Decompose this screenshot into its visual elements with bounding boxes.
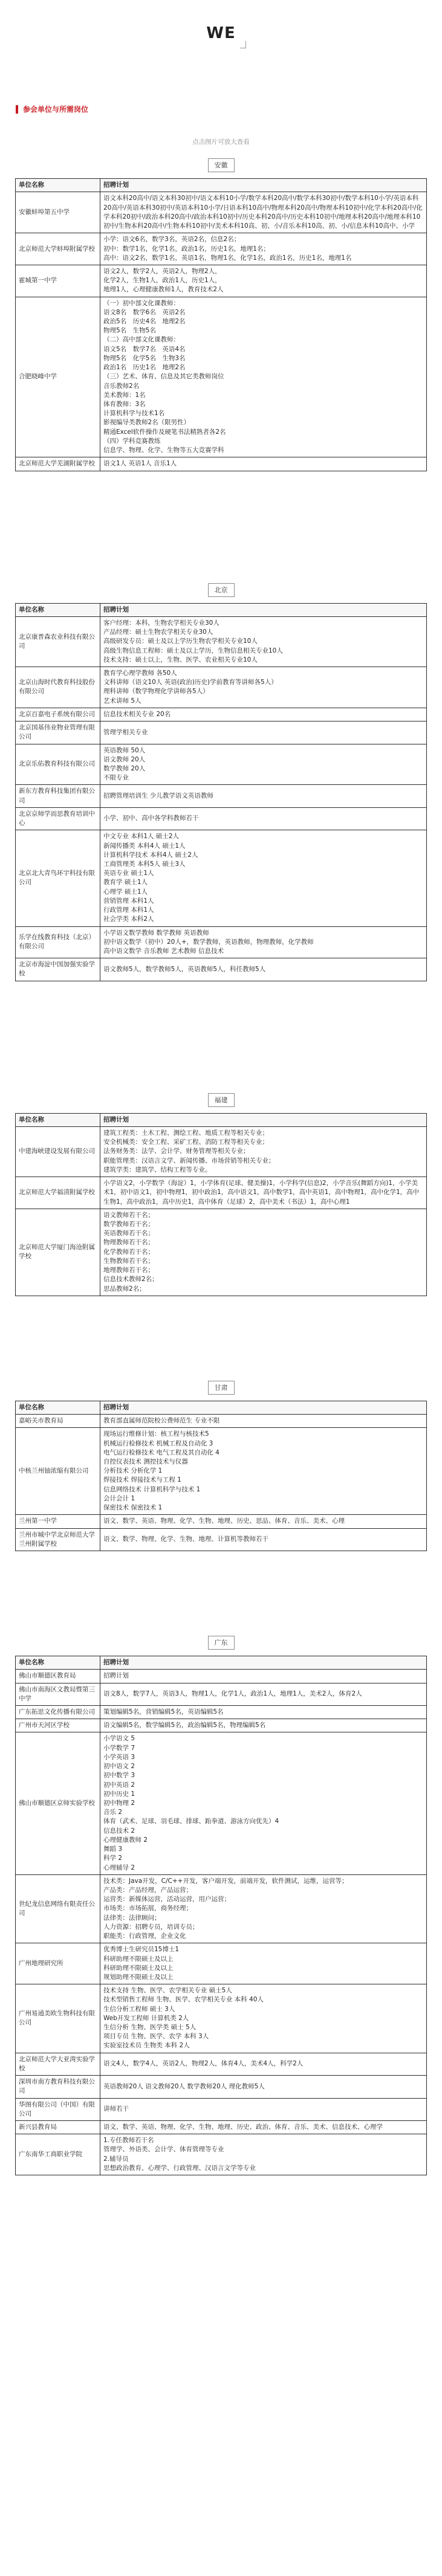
plan-line: 产品经理：硕士生物农学相关专业30人 [103, 628, 213, 636]
unit-name: 新东方教育科技集团有限公司 [16, 785, 100, 807]
recruit-plan [100, 233, 427, 265]
plan-line: 运营类：新媒体运营，活动运营，用户运营； [103, 1896, 230, 1903]
plan-line: 2.辅导员 [103, 2155, 129, 2163]
plan-line: 语文、数学、英语、物理、化学、生物、地理、历史、思品、体育、音乐、美术、心理 [103, 1517, 345, 1525]
plan-line: 中文专业 本科1人 硕士2人 [103, 833, 180, 841]
plan-line: 心理学 硕士1人 [103, 888, 148, 896]
unit-name: 中核兰州铀浓缩有限公司 [16, 1428, 100, 1515]
table-row [16, 1683, 427, 1705]
plan-line: 管理学相关专业 [103, 728, 148, 736]
table-row [16, 297, 427, 457]
recruit-plan [100, 1515, 427, 1528]
recruit-plan [100, 1127, 427, 1177]
plan-line: 精通Excel软件操作及硬笔书法精熟者各2名 [103, 428, 226, 436]
header-unit-name: 单位名称 [16, 179, 100, 192]
recruitment-table [15, 603, 427, 981]
unit-name: 北京师范大学厦门海沧附属学校 [16, 1209, 100, 1296]
plan-line: 工商管理类 本科5人 硕士3人 [103, 860, 186, 868]
plan-line: 语文4人，数学4人，英语2人，物理2人，体育4人，美术4人，科学2人 [103, 2060, 304, 2068]
recruit-plan [100, 1943, 427, 1984]
unit-name: 北京京师学而思教育培训中心 [16, 807, 100, 830]
plan-line: 语文8人，数学7人，英语3人，物理1人，化学1人，政治1人，地理1人，美术2人，体育2人 [103, 1690, 362, 1698]
header-recruit-plan: 招聘计划 [100, 603, 427, 616]
plan-line: 焊接技术 焊接技术与工程 1 [103, 1476, 181, 1484]
table-row [16, 1670, 427, 1683]
plan-line: 小学、初中、高中各学科教师若干 [103, 815, 199, 822]
plan-line: 信息技术相关专业 20名 [103, 710, 171, 718]
plan-line: 技术支持 生物、医学、农学相关专业 硕士5人 [103, 1987, 232, 1995]
table-row [16, 1209, 427, 1296]
region-label-wrap [0, 1093, 442, 1107]
plan-line: 化学教师若干名； [103, 1248, 154, 1256]
table-row [16, 1706, 427, 1719]
plan-line: 机械运行检修技术 机械工程及自动化 3 [103, 1439, 213, 1447]
table-row [16, 1177, 427, 1209]
recruit-plan [100, 2121, 427, 2134]
table-row [16, 192, 427, 233]
recruit-plan [100, 926, 427, 958]
unit-name: 中建海峡建设发展有限公司 [16, 1127, 100, 1177]
plan-line: 讲师若干 [103, 2105, 129, 2113]
plan-line: 营销管理 本科1人 [103, 897, 154, 905]
plan-line: 语文教师若干名； [103, 1211, 154, 1219]
header-unit-name: 单位名称 [16, 603, 100, 616]
plan-line: 英语专业 硕士1人 [103, 870, 154, 877]
unit-name: 北京百嘉电子系统有限公司 [16, 708, 100, 721]
plan-line: 初中历史 1 [103, 1790, 135, 1798]
header-recruit-plan: 招聘计划 [100, 179, 427, 192]
table-header-row [16, 1401, 427, 1414]
plan-line: 体育（武术、足球、羽毛球、排球、跆拳道、游泳方向优先）4 [103, 1818, 279, 1825]
region-label: 北京 [208, 583, 235, 597]
recruit-plan [100, 192, 427, 233]
plan-line: 建筑工程类：土木工程、测绘工程、地质工程等相关专业； [103, 1129, 268, 1137]
table-header-row [16, 1113, 427, 1126]
unit-name: 广州地理研究所 [16, 1943, 100, 1984]
recruit-plan [100, 265, 427, 297]
header-unit-name: 单位名称 [16, 1401, 100, 1414]
plan-line: 建筑学类：建筑学、结构工程等专业。 [103, 1166, 212, 1173]
recruit-plan [100, 1874, 427, 1943]
recruit-plan [100, 785, 427, 807]
plan-line: 语文、数学、物理、化学、生物、地理、计算机等教师若干 [103, 1535, 268, 1543]
plan-line: 语文2人，数学2人，英语2人，物理2人， [103, 267, 221, 275]
region-label-wrap [0, 158, 442, 172]
plan-line: 职能类：行政管理，企业文化 [103, 1932, 186, 1940]
unit-name: 兰州第一中学 [16, 1515, 100, 1528]
zoom-hint: 点击图片可放大查看 [192, 138, 250, 146]
plan-line: 初中语文 2 [103, 1763, 135, 1771]
unit-name: 嘉峪关市教育局 [16, 1415, 100, 1428]
plan-line: 语文本科20高中/语文本科30初中/语文本科10小学/数学本科20高中/数学本科30初中/数学本科10小学/英语本科20高中/英语本科30初中/英语本科10小学/日语本科10高中/物理本科20高中/物理本科10初中/化学本科20高中/化学本科20初中/政治本科20高中/政治本科10初中/历史本科20高中/历史本科10初中/地理本科20高中/地理本科10初中/生物本科20高中/生物本科10初中/美术本科10高、初、小/音乐本科10高、初、小/信息本科10高中、小学 [103, 195, 423, 230]
plan-line: 科研助理不限硕士及以上 [103, 1955, 174, 1963]
recruit-plan [100, 1177, 427, 1209]
plan-line: 职能管理类：汉语言文学、新闻传播、市场营销等相关专业； [103, 1157, 275, 1164]
plan-line: 信息技术教师2名； [103, 1276, 158, 1283]
plan-line: 心理健康教师 2 [103, 1836, 148, 1844]
table-row [16, 1515, 427, 1528]
plan-line: 语文8名 数学6名 英语2名 [103, 308, 186, 316]
plan-line: 管理学、外语类、会计学、体育管理等专业 [103, 2146, 224, 2154]
plan-line: 保密技术 保密技术 1 [103, 1504, 163, 1512]
unit-name: 北京乐佑教育科技有限公司 [16, 744, 100, 785]
region-label-wrap [0, 583, 442, 597]
header-recruit-plan: 招聘计划 [100, 1656, 427, 1670]
plan-line: 技术型销售工程师 生物、医学、农学相关专业 本科 40人 [103, 1996, 264, 2004]
recruit-plan [100, 457, 427, 471]
recruit-plan [100, 744, 427, 785]
table-row [16, 744, 427, 785]
unit-name: 广东拓思文化传播有限公司 [16, 1706, 100, 1719]
table-row [16, 1943, 427, 1984]
unit-name: 北京国基伟业物业管理有限公司 [16, 721, 100, 744]
plan-line: 英语教师 50人 [103, 746, 146, 754]
section-spacer [0, 2175, 442, 2218]
table-row [16, 1528, 427, 1551]
plan-line: 产品类：产品经理，产品运营； [103, 1886, 192, 1894]
plan-line: 客户经理：本科，生物农学相关专业30人 [103, 619, 219, 627]
plan-line: 语文、数学、英语、物理、化学、生物、地理、历史、政治、体育、音乐、美术、信息技术、心理学 [103, 2123, 383, 2131]
recruit-plan [100, 1683, 427, 1705]
plan-line: 信息学、物理、化学、生物等五大竞赛学科 [103, 447, 224, 454]
plan-line: 分析技术 分析化学 1 [103, 1467, 163, 1475]
plan-line: 法务财务类：法学、会计学、财务管理等相关专业； [103, 1148, 250, 1155]
plan-line: 政治5名 历史4名 地理2名 [103, 318, 186, 326]
plan-line: 会计会计 1 [103, 1494, 135, 1502]
plan-line: 技术支持：硕士以上，生物、医学、农业相关专业10人 [103, 656, 258, 663]
table-row [16, 1732, 427, 1874]
header-unit-name: 单位名称 [16, 1656, 100, 1670]
plan-line: 艺术讲师 5人 [103, 697, 141, 705]
table-row [16, 2134, 427, 2175]
plan-line: 高中语文数学 音乐教师 艺术教师 信息技术 [103, 947, 224, 955]
recruit-plan [100, 1706, 427, 1719]
recruit-plan [100, 2076, 427, 2098]
plan-line: 高级研发专员：硕士及以上学历生物农学相关专业10人 [103, 638, 258, 645]
unit-name: 兰州市城中学北京师范大学兰州附属学校 [16, 1528, 100, 1551]
recruitment-table [15, 1113, 427, 1296]
plan-line: 语文编辑5名，数学编辑5名，政治编辑5名，物理编辑5名 [103, 1722, 266, 1729]
plan-line: 文科讲师（语文10人 英语(政治)历史)学前教育等讲师各5人） [103, 679, 278, 686]
plan-line: 招聘管理培训生 少儿教学语文英语教师 [103, 792, 213, 800]
region-label: 甘肃 [208, 1381, 235, 1395]
plan-line: 1.专任教师若干名 [103, 2137, 154, 2145]
recruit-plan [100, 830, 427, 926]
plan-line: 高中：语文2名，数学1名，英语1名，物理1名，化学1名，政治1名，历史1名，地理1名 [103, 254, 352, 262]
region-block [0, 158, 442, 571]
header-recruit-plan: 招聘计划 [100, 1401, 427, 1414]
regions-container [0, 158, 442, 2218]
table-row [16, 830, 427, 926]
unit-name: 北京市海淀中国加强实验学校 [16, 958, 100, 981]
region-label: 广东 [208, 1636, 235, 1650]
table-row [16, 667, 427, 708]
plan-line: 社会学类 本科2人 [103, 915, 154, 923]
table-row [16, 2098, 427, 2120]
table-row [16, 926, 427, 958]
unit-name: 佛山市顺德区教育局 [16, 1670, 100, 1683]
unit-name: 新兴县教育局 [16, 2121, 100, 2134]
plan-line: 安全机械类：安全工程、采矿工程、消防工程等相关专业； [103, 1138, 268, 1146]
plan-line: 教育学心理学教师 各50人 [103, 670, 177, 677]
unit-name: 北京山海时代教育科技股份有限公司 [16, 667, 100, 708]
plan-line: 招聘计划 [103, 1672, 129, 1680]
plan-line: 小学英语 3 [103, 1753, 135, 1761]
plan-line: 心理辅导 2 [103, 1864, 135, 1871]
logo-corner-mark [240, 41, 246, 48]
plan-line: 地理教师若干名； [103, 1267, 154, 1274]
plan-line: 思品教师2名； [103, 1285, 146, 1293]
plan-line: 高级生物信息工程师：硕士及以上学历，生物信息相关专业10人 [103, 647, 283, 654]
plan-line: 政治1名 历史1名 地理2名 [103, 364, 186, 372]
plan-line: 初中数学 3 [103, 1772, 135, 1780]
article-page [0, 16, 442, 2242]
table-header-row [16, 1656, 427, 1670]
plan-line: （二）高中部文化课教师： [103, 336, 180, 344]
header-recruit-plan: 招聘计划 [100, 1113, 427, 1126]
unit-name: 佛山市南海区文教局暨第三中学 [16, 1683, 100, 1705]
plan-line: 新闻传播类 本科4人 硕士1人 [103, 842, 186, 850]
plan-line: 英语教师20人 语文教师20人 数学教师20人 理化教师5人 [103, 2082, 265, 2090]
plan-line: 小学语文2，小学数学（海淀）1，小学体育(足球、健美操)1，小学科学(信息)2，小学音乐(舞蹈方向)1，小学美术1，初中语文1，初中物理1，初中政治1，高中语文1，高中数学1，高中英语1，高中物理1，高中化学1，高中生物1，高中政治1，高中历史1，高中体育（足球）2，高中美术（书法）1，高中心理1 [103, 1180, 420, 1206]
unit-name: 广州易通美欧生物科技有限公司 [16, 1984, 100, 2053]
recruit-plan [100, 721, 427, 744]
unit-name: 深圳市南方教育科技有限公司 [16, 2076, 100, 2098]
recruit-plan [100, 1719, 427, 1732]
section-title: 参会单位与所需岗位 [23, 105, 89, 114]
plan-line: 行政管理 本科1人 [103, 906, 154, 914]
table-row [16, 958, 427, 981]
table-header-row [16, 603, 427, 616]
plan-line: 语文1人 英语1人 音乐1人 [103, 460, 177, 468]
table-row [16, 1874, 427, 1943]
recruit-plan [100, 1984, 427, 2053]
recruit-plan [100, 1528, 427, 1551]
region-block [0, 1381, 442, 1624]
recruit-plan [100, 1732, 427, 1874]
table-row [16, 2121, 427, 2134]
unit-name: 北京康普森农业科技有限公司 [16, 616, 100, 667]
logo-text: WE [206, 24, 236, 42]
section-spacer [0, 471, 442, 571]
plan-line: 初中物理 2 [103, 1800, 135, 1807]
plan-line: 项目专员 生物、医学、农学 本科 3人 [103, 2033, 209, 2041]
plan-line: 计算机科学技术 本科4人 硕士2人 [103, 851, 198, 859]
plan-line: 技术类：Java开发，C/C++开发，客户端开发，前端开发，软件测试，运维，运营等； [103, 1877, 348, 1885]
plan-line: 物理5名 化学5名 生物3名 [103, 354, 186, 362]
region-label: 安徽 [208, 158, 235, 172]
plan-line: 语文教师5人，数学教师5人，英语教师5人，科任教师5人 [103, 965, 266, 973]
region-label: 福建 [208, 1093, 235, 1107]
recruitment-table [15, 1401, 427, 1551]
unit-name: 广州市天河区学校 [16, 1719, 100, 1732]
plan-line: 美术教师：1名 [103, 391, 146, 399]
recruit-plan [100, 1670, 427, 1683]
table-row [16, 233, 427, 265]
unit-name: 世纪龙信息网络有限责任公司 [16, 1874, 100, 1943]
header-unit-name: 单位名称 [16, 1113, 100, 1126]
plan-line: 理科讲师（数学物理化学讲师各5人） [103, 688, 209, 696]
table-row [16, 2076, 427, 2098]
table-row [16, 616, 427, 667]
plan-line: 信息技术 2 [103, 1827, 135, 1835]
section-spacer [0, 981, 442, 1081]
unit-name: 广东南华工商职业学院 [16, 2134, 100, 2175]
plan-line: 思想政治教育、心理学、行政管理、汉语言文学等专业 [103, 2164, 256, 2172]
table-row [16, 1984, 427, 2053]
plan-line: 科学 2 [103, 1855, 123, 1862]
recruit-plan [100, 807, 427, 830]
unit-name: 佛山市顺德区京师实验学校 [16, 1732, 100, 1874]
recruitment-table [15, 1656, 427, 2175]
plan-line: 数学教师 20人 [103, 765, 146, 772]
table-row [16, 785, 427, 807]
plan-line: （三）艺术、体育、信息及其它类教师岗位 [103, 373, 224, 381]
table-row [16, 807, 427, 830]
recruit-plan [100, 297, 427, 457]
plan-line: 法律类：法律顾问； [103, 1914, 161, 1922]
recruit-plan [100, 958, 427, 981]
section-accent-bar [16, 105, 18, 114]
unit-name: 北京北大青鸟环宇科技有限公司 [16, 830, 100, 926]
recruit-plan [100, 667, 427, 708]
unit-name: 合肥晓峰中学 [16, 297, 100, 457]
region-block [0, 583, 442, 1081]
table-row [16, 457, 427, 471]
plan-line: 科研助理不限硕士及以上 [103, 1964, 174, 1972]
section-spacer [0, 1551, 442, 1624]
plan-line: 语文教师 20人 [103, 755, 146, 763]
recruit-plan [100, 1415, 427, 1428]
recruit-plan [100, 1428, 427, 1515]
plan-line: 英语教师若干名； [103, 1230, 154, 1238]
plan-line: 化学2人，生物1人，政治1人，历史1人， [103, 277, 221, 285]
recruit-plan [100, 708, 427, 721]
plan-line: 计算机科学与技术1名 [103, 410, 165, 418]
plan-line: 音乐教师2名 [103, 382, 140, 390]
region-block [0, 1636, 442, 2218]
table-row [16, 708, 427, 721]
logo [200, 16, 242, 51]
recruit-plan [100, 616, 427, 667]
plan-line: 音乐 2 [103, 1809, 123, 1816]
plan-line: 优秀博士生研究员15博士1 [103, 1946, 180, 1954]
plan-line: 生信分析 生物、医学类 硕士 5人 [103, 2024, 197, 2032]
recruit-plan [100, 2053, 427, 2075]
unit-name: 北京师范大学蚌埠附属学校 [16, 233, 100, 265]
plan-line: 物理5名 生物5名 [103, 327, 156, 335]
plan-line: 实验室技术员 生物类 本科 2人 [103, 2042, 190, 2050]
plan-line: 不限专业 [103, 774, 129, 782]
plan-line: 教育部直属师范院校公费师范生 专业不限 [103, 1417, 220, 1425]
plan-line: 初中：数学1名，化学1名，政治1名，历史1名，地理1名； [103, 245, 270, 253]
plan-line: 教育学 硕士1人 [103, 879, 148, 886]
plan-line: 小学：语文6名，数学3名，英语2名，信息2名； [103, 236, 241, 244]
region-block [0, 1093, 442, 1369]
recruit-plan [100, 2098, 427, 2120]
unit-name: 安徽蚌埠第五中学 [16, 192, 100, 233]
plan-line: 小学语文 5 [103, 1735, 135, 1743]
recruit-plan [100, 2134, 427, 2175]
section-spacer [0, 1296, 442, 1369]
plan-line: 现场运行维修计划：核工程与核技术5 [103, 1430, 209, 1438]
plan-line: 信息网络技术 计算机科学与技术 1 [103, 1485, 201, 1493]
plan-line: 语文5名 数学7名 英语4名 [103, 345, 186, 353]
plan-line: 物理教师若干名； [103, 1239, 154, 1247]
table-row [16, 1127, 427, 1177]
region-label-wrap [0, 1381, 442, 1395]
table-row [16, 2053, 427, 2075]
plan-line: 初中英语 2 [103, 1781, 135, 1789]
plan-line: 生物教师若干名； [103, 1257, 154, 1265]
unit-name: 北京师范大学芜湖附属学校 [16, 457, 100, 471]
plan-line: 策划编辑5名，营销编辑5名，英语编辑5名 [103, 1708, 224, 1716]
unit-name: 华图有限公司（中国）有限公司 [16, 2098, 100, 2120]
plan-line: 电气运行检修技术 电气工程及其自动化 4 [103, 1448, 219, 1456]
recruitment-table [15, 178, 427, 471]
plan-line: 规划助理不限硕士及以上 [103, 1973, 174, 1981]
unit-name: 霍城第一中学 [16, 265, 100, 297]
unit-name: 北京师范大学福清附属学校 [16, 1177, 100, 1209]
section-header [16, 104, 426, 114]
plan-line: 初中语文数学（初中）20人+，数学教师，英语教师，物理教师，化学教师 [103, 938, 314, 946]
recruit-plan [100, 1209, 427, 1296]
plan-line: 生信分析工程师 硕士 3人 [103, 2005, 175, 2013]
plan-line: 市场类：市场拓展，商务经理； [103, 1905, 192, 1913]
plan-line: 数学教师若干名； [103, 1220, 154, 1228]
table-row [16, 265, 427, 297]
unit-name: 乐学在线教育科技（北京）有限公司 [16, 926, 100, 958]
plan-line: 舞蹈 3 [103, 1845, 123, 1853]
plan-line: 体育教师：3名 [103, 401, 146, 408]
plan-line: 地理1人，心理健康教师1人，教育技术2人 [103, 286, 224, 294]
plan-line: 自控仪表技术 测控技术与仪器 [103, 1458, 188, 1465]
plan-line: （一）初中部文化课教师： [103, 299, 180, 307]
plan-line: 人力资源：招聘专员，培训专员； [103, 1923, 199, 1931]
table-header-row [16, 179, 427, 192]
plan-line: 小学数学 7 [103, 1744, 135, 1752]
table-row [16, 721, 427, 744]
plan-line: 影视编导类教师2名（限男性） [103, 419, 190, 427]
plan-line: 小学语文数学教师 数学教师 英语教师 [103, 929, 209, 937]
unit-name: 北京师范大学大亚湾实验学校 [16, 2053, 100, 2075]
table-row [16, 1719, 427, 1732]
plan-line: Web开发工程师 计算机类 2人 [103, 2014, 189, 2022]
table-row [16, 1428, 427, 1515]
table-row [16, 1415, 427, 1428]
plan-line: （四）学科竞赛教练 [103, 437, 161, 445]
region-label-wrap [0, 1636, 442, 1650]
